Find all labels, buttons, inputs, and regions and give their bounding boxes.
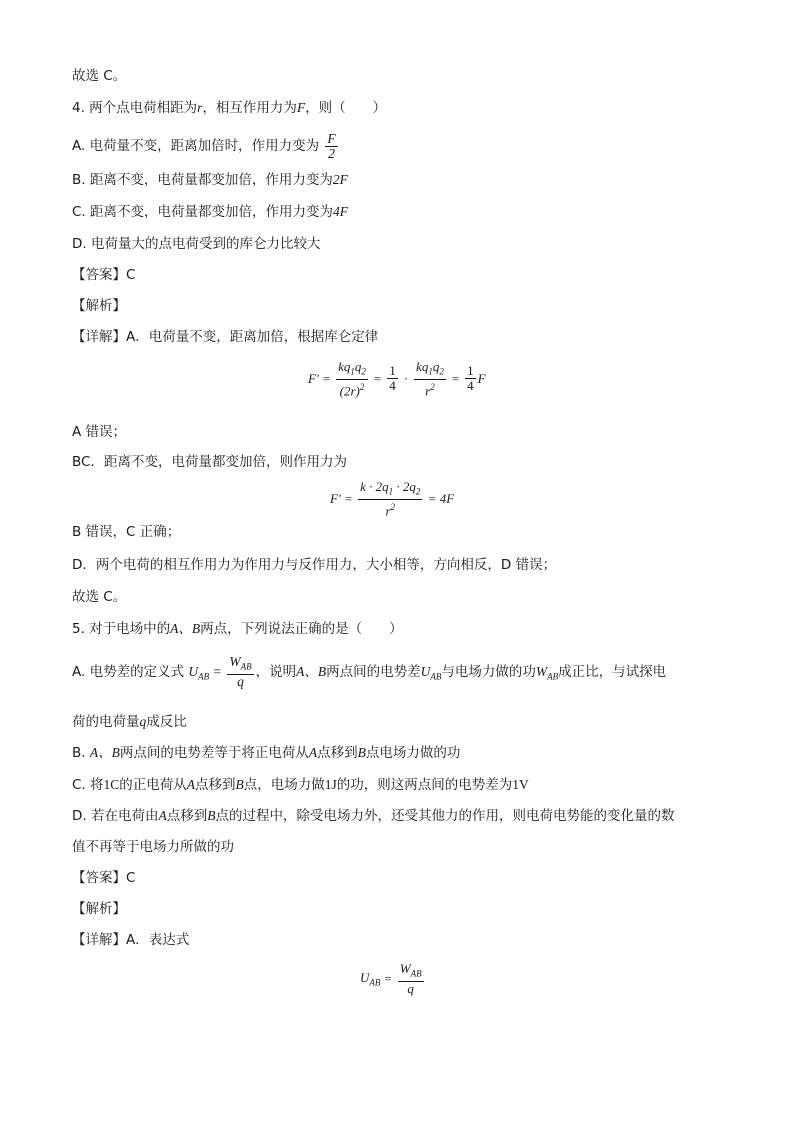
question-4-option-b — [72, 170, 348, 190]
text-line: B 错误，C 正确； — [72, 524, 181, 540]
operator: = — [428, 490, 436, 506]
symbol: F' — [308, 370, 319, 386]
question-5-option-c: C. 将1C的正电荷从A点移到B点，电场力做1J的功，则这两点间的电势差为1V — [72, 777, 529, 793]
symbol: F — [477, 370, 486, 386]
question-4-stem — [72, 98, 386, 118]
operator: = — [322, 370, 331, 386]
text-line: 故选 C。 — [72, 589, 127, 605]
fraction — [325, 132, 337, 161]
text: C. 距离不变，电荷量都变加倍，作用力变为 — [72, 204, 334, 220]
text: 4. 两个点电荷相距为 — [72, 100, 198, 116]
question-4-option-a — [72, 128, 340, 164]
text: A. 电荷量不变，距离加倍时，作用力变为 — [72, 138, 320, 154]
denominator: $(2r)^2$ — [339, 381, 365, 398]
text: ，则（ ） — [305, 100, 387, 116]
analysis-label: 【解析】 — [72, 901, 126, 917]
operator: = — [344, 490, 353, 506]
symbol: F' — [330, 490, 341, 506]
analysis-label: 【解析】 — [72, 298, 126, 314]
text-line: A 错误； — [72, 424, 127, 440]
fraction: $\frac{kq_1q_2}{r^2}$ — [416, 359, 444, 398]
text-line: D．两个电荷的相互作用力为作用力与反作用力，大小相等，方向相反，D 错误； — [72, 557, 557, 573]
answer-label: 【答案】C — [72, 870, 136, 886]
operator: = — [451, 370, 460, 386]
question-5-option-d: D. 若在电荷由A点移到B点的过程中，除受电场力外，还受其他力的作用，则电荷电势能的变化量的数 — [72, 808, 675, 824]
symbol: 2F — [332, 172, 348, 187]
symbol: F — [296, 100, 306, 115]
text-line: 故选 C。 — [72, 68, 127, 84]
question-4-option-d: D. 电荷量大的点电荷受到的库仑力比较大 — [72, 236, 321, 252]
question-5-option-b: B. A、B两点间的电势差等于将正电荷从A点移到B点电场力做的功 — [72, 745, 461, 761]
coulomb-equation-2 — [330, 480, 454, 518]
fraction: $\frac{W_{AB}}{q}$ — [399, 961, 422, 996]
operator: · — [403, 370, 409, 386]
operator: = — [373, 370, 382, 386]
detail-text: 【详解】A．电荷量不变，距离加倍，根据库仑定律 — [72, 329, 379, 345]
text: ，相互作用力为 — [202, 100, 297, 116]
text: B. 距离不变，电荷量都变加倍，作用力变为 — [72, 172, 333, 188]
coulomb-equation-1 — [308, 360, 486, 398]
question-5-stem: 5. 对于电场中的A、B两点，下列说法正确的是（ ） — [72, 621, 403, 637]
denominator: 2 — [328, 145, 335, 161]
numerator: $kq_1q_2$ — [336, 360, 368, 380]
potential-difference-equation: $U_{AB}$ = $\frac{W_{AB}}{q}$ — [360, 961, 422, 996]
answer-label: 【答案】C — [72, 267, 136, 283]
numerator: F — [327, 130, 336, 146]
fraction — [336, 360, 368, 398]
symbol: r — [197, 100, 203, 115]
text-line: BC．距离不变，电荷量都变加倍，则作用力为 — [72, 454, 347, 470]
question-5-option-a: A. 电势差的定义式 $U_{AB}$ = $\frac{W_{AB}}{q}$ ，说明A、B两点间的电势差$U_{AB}$与电场力做的功$W_{AB}$成正比，与试探电 — [72, 654, 667, 689]
symbol: 4F — [439, 490, 455, 506]
fraction: $\frac{W_{AB}}{q}$ — [229, 654, 252, 689]
question-5-option-a-cont: 荷的电荷量q成反比 — [72, 714, 187, 730]
detail-text: 【详解】A．表达式 — [72, 932, 190, 948]
question-4-option-c — [72, 202, 348, 222]
symbol: 4F — [333, 204, 349, 219]
question-5-option-d-cont: 值不再等于电场力所做的功 — [72, 839, 234, 855]
fraction: $\frac{1}{4}$ — [389, 363, 396, 394]
fraction: $\frac{1}{4}$ — [467, 363, 474, 394]
fraction: $\frac{k \cdot 2q_1 \cdot 2q_2}{r^2}$ — [360, 479, 421, 518]
